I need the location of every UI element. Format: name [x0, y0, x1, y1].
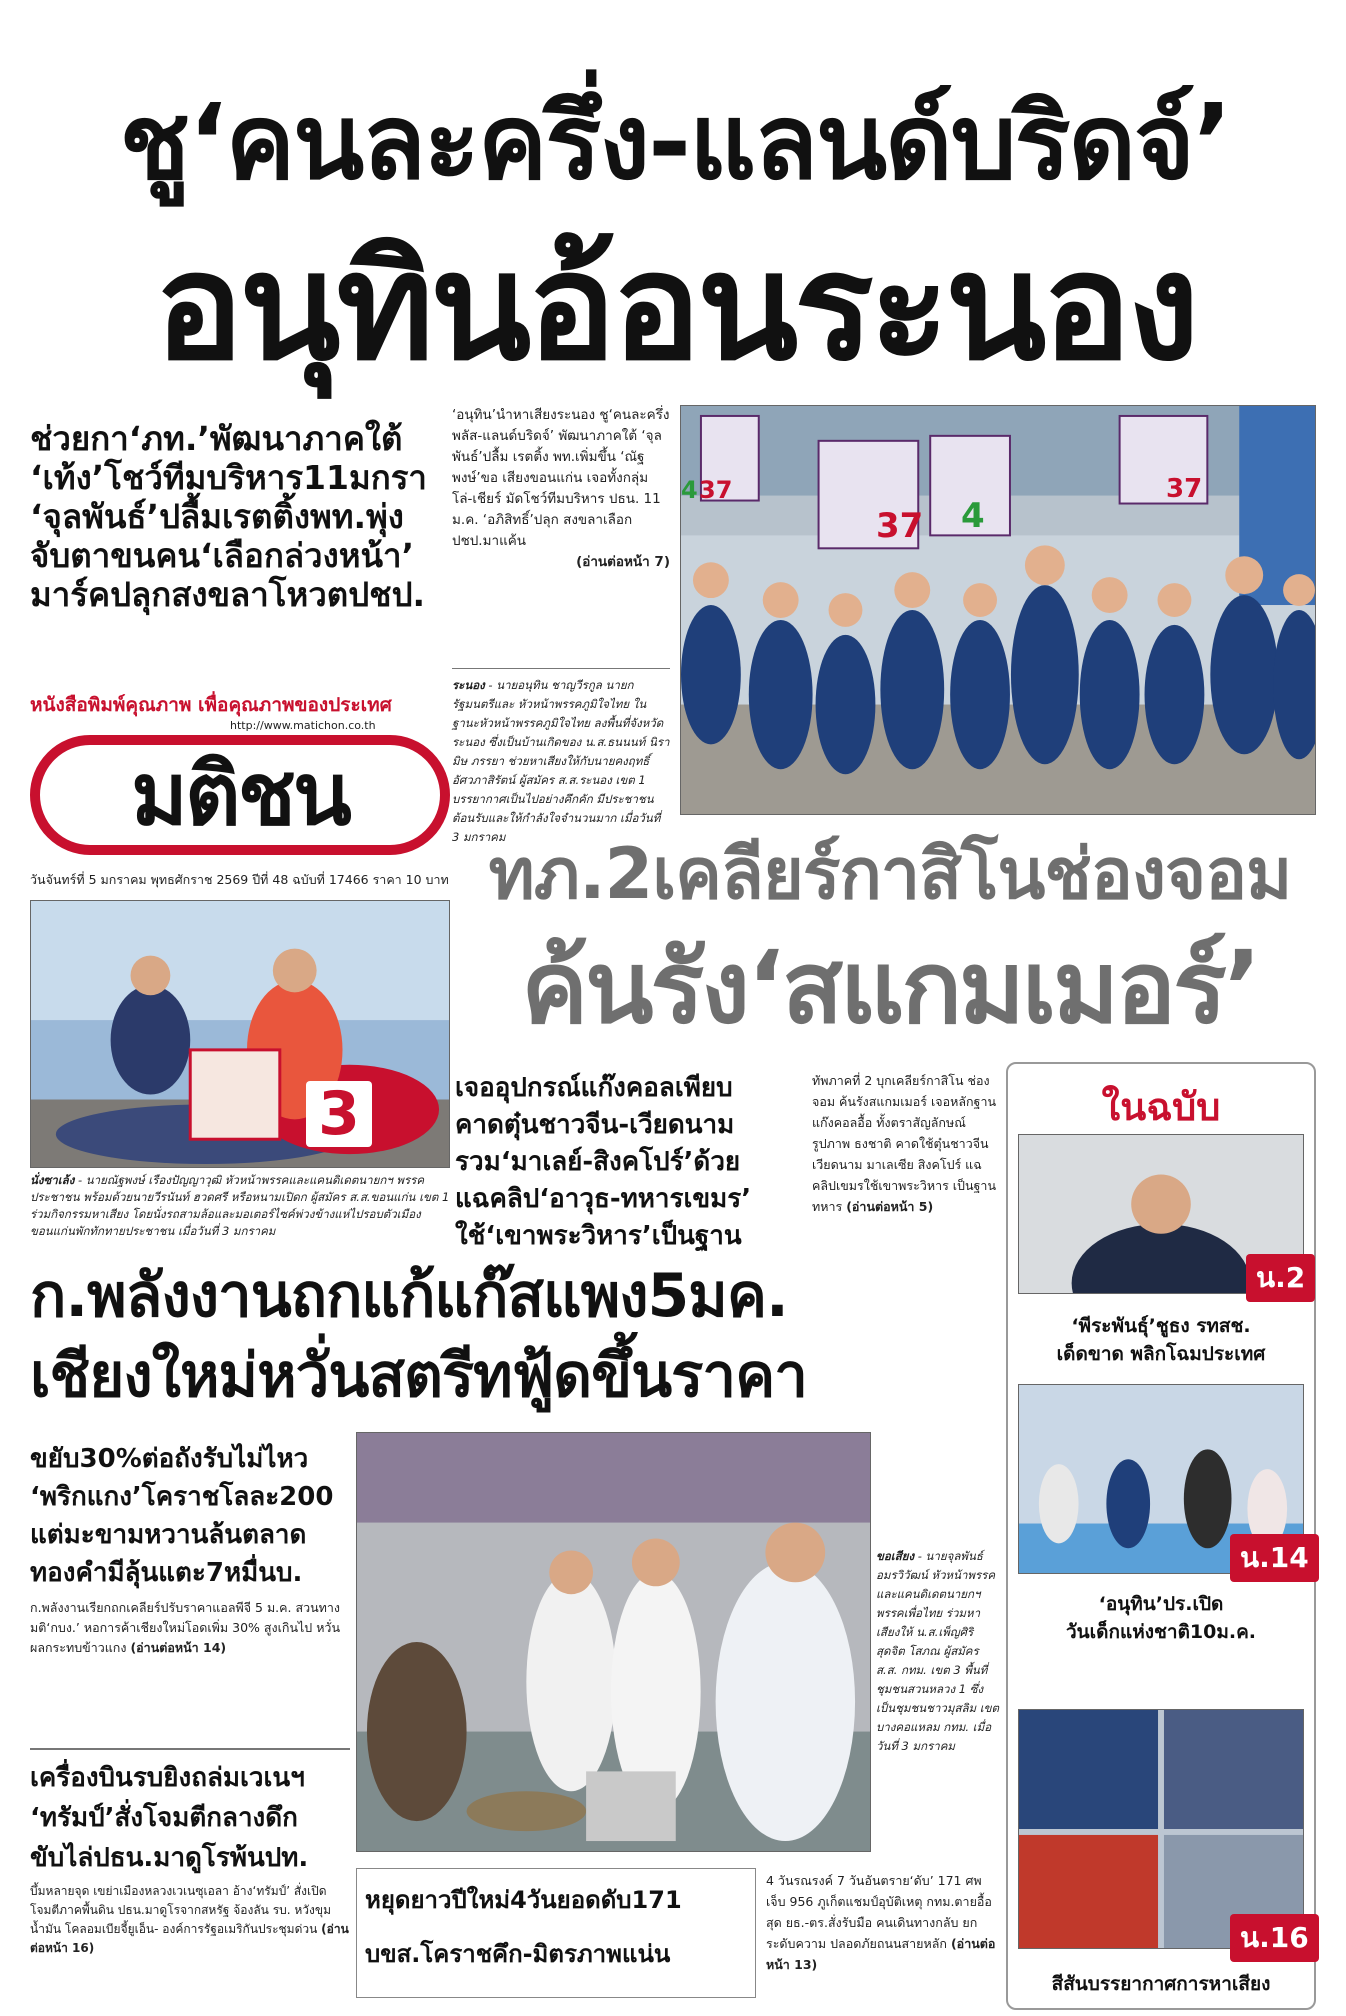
scam-continued: (อ่านต่อหน้า 5) [846, 1199, 934, 1214]
strike-body: บึ้มหลายจุด เขย่าเมืองหลวงเวเนซุเอลา อ้าง‘ทรัมป์’ สั่งเปิดโจมตีภาคพื้นดิน ปธน.มาดูโรจากสหรัฐ จ้องลัน รบ. หวังขุมน้ำมัน โคลอมเบียจี้ยูเอ็น- องค์การรัฐอเมริกันประชุมด่วน [30, 1884, 332, 1936]
inside-caption: สีสันบรรยากาศการหาเสียง [1051, 1973, 1271, 1995]
energy-body: ก.พลังงานเรียกถกเคลียร์ปรับราคาแอลพีจี 5 ม.ค. สวนทางมติ‘กบง.’ หอการค้าเชียงใหม่โอดเพิ่ม 30% สูงเกินไป หวั่นผลกระทบข้าวแกง [30, 1600, 341, 1655]
energy-text [30, 1598, 350, 1658]
scam-body: ทัพภาคที่ 2 บุกเคลียร์กาสิโน ช่องจอม ค้นรังสแกมเมอร์ เจอหลักฐานแก๊งคอลอื้อ ทั้งตราสัญลักษณ์ รูปภาพ ธงชาติ คาดใช้ตุ๋นชาวจีน เวียดนาม มาเลเซีย สิงคโปร์ แฉคลิปเขมรใช้เขาพระวิหาร เป็นฐานทหาร [812, 1073, 997, 1214]
page-badge: น.16 [1230, 1914, 1319, 1962]
divider [30, 1748, 350, 1750]
strike-deck-line: ขับไล่ปธน.มาดูโรพ้นปท. [30, 1843, 309, 1873]
inside-title: ในฉบับ [1101, 1085, 1221, 1129]
energy-deck-line: แต่มะขามหวานล้นตลาด [30, 1520, 307, 1550]
masthead-url: http://www.matichon.co.th [230, 719, 376, 732]
scam-deck-line: คาดตุ๋นชาวจีน-เวียดนาม [455, 1110, 735, 1140]
top-story-body: ‘อนุทิน’นำหาเสียงระนอง ชู‘คนละครึ่งพลัส-แลนด์บริดจ์’ พัฒนาภาคใต้ ‘จุลพันธ์’ปลื้ม เรตติ้ง พท.เพิ่มขึ้น ‘ณัฐพงษ์’ขอ เสียงขอนแก่น เจอทั้งกลุ่ม โล่-เชียร์ มัดโชว์ทีมบริหาร ปธน. 11 ม.ค. ‘อภิสิทธิ์’ปลุก สงขลาเลือก ปชป.มาแค้น [452, 407, 670, 549]
poster-number: 4 [961, 496, 985, 536]
holiday-deck-line: หยุดยาวปีใหม่4วันยอดดับ171 [365, 1886, 682, 1914]
top-photo-caption [452, 676, 670, 847]
holiday-text [766, 1870, 1000, 1975]
strike-deck-line: เครื่องบินรบยิงถล่มเวเนฯ [30, 1763, 305, 1793]
politics-deck-line: ช่วยกา‘ภท.’พัฒนาภาคใต้ [30, 419, 403, 458]
politics-deck-line: จับตาขนคน‘เลือกล่วงหน้า’ [30, 535, 415, 575]
energy-deck-line: ‘พริกแกง’โคราชโลละ200 [30, 1482, 334, 1512]
holiday-body: 4 วันรณรงค์ 7 วันอันตราย‘ดับ’ 171 ศพ เจ็บ 956 ภูเก็ตแชมป์อุบัติเหตุ กทม.ตายอื้อสุด ยธ.-ตร.สั่งรับมือ คนเดินทางกลับ ยกระดับความ ปลอดภัยถนนสายหลัก [766, 1873, 992, 1951]
politics-deck-line: ‘เท้ง’โชว์ทีมบริหาร11มกรา [30, 457, 427, 497]
scam-deck-line: แฉคลิป‘อาวุธ-ทหารเขมร’ [455, 1184, 752, 1214]
caption-place: ขอเสียง [876, 1549, 915, 1563]
caption-text: - นายจุลพันธ์ อมรวิวัฒน์ หัวหน้าพรรคและแคนดิเดตนายกฯ พรรคเพื่อไทย ร่วมหาเสียงให้ น.ส.เพ็ญศิริ สุดจิต โสภณ ผู้สมัคร ส.ส. กทม. เขต 3 พื้นที่ชุมชนสวนหลวง 1 ซึ่งเป็นชุมชนชาวมุสลิม เขตบางคอแหลม กทม. เมื่อวันที่ 3 มกราคม [876, 1549, 1000, 1753]
scam-headline-line-2: ค้นรัง‘สแกมเมอร์’ [521, 929, 1259, 1046]
inside-caption: ‘อนุทิน’ปร.เปิด [1098, 1593, 1224, 1615]
energy-headline-line-1: ก.พลังงานถกแก้แก๊สแพง5มค. [30, 1261, 788, 1331]
street-food-photo [356, 1432, 871, 1852]
strike-continued: (อ่านต่อหน้า 16) [30, 1922, 349, 1955]
street-food-caption [876, 1547, 1000, 1756]
scam-deck-line: รวม‘มาเลย์-สิงคโปร์’ด้วย [455, 1147, 741, 1177]
caption-place: นั่งซาเล้ง [30, 1173, 75, 1187]
caption-place: ระนอง [452, 678, 485, 692]
energy-deck-line: ขยับ30%ต่อถังรับไม่ไหว [30, 1444, 309, 1474]
politics-deck-line: ‘จุลพันธ์’ปลื้มเรตติ้งพท.พุ่ง [30, 496, 404, 536]
holiday-deck-line: บขส.โคราชคึก-มิตรภาพแน่น [365, 1940, 671, 1968]
inside-this-issue-panel [1006, 1062, 1316, 2010]
main-headline-line-2: อนุทินอ้อนระนอง [154, 221, 1196, 393]
campaign-crowd-photo [680, 405, 1316, 815]
inside-caption: วันเด็กแห่งชาติ10ม.ค. [1065, 1621, 1257, 1643]
page-badge: น.14 [1230, 1534, 1319, 1582]
politics-deck [30, 420, 450, 615]
strike-deck-line: ‘ทรัมป์’สั่งโจมตีกลางดึก [30, 1803, 298, 1833]
strike-deck [30, 1758, 350, 1878]
poster-number: 37 [876, 506, 924, 546]
poster-number: 37 [1166, 474, 1203, 504]
scam-deck [455, 1070, 807, 1255]
top-story-continued: (อ่านต่อหน้า 7) [576, 554, 670, 570]
strike-text [30, 1882, 350, 1958]
scam-text [812, 1070, 997, 1217]
scam-deck-line: เจออุปกรณ์แก๊งคอลเพียบ [455, 1073, 733, 1103]
energy-continued: (อ่านต่อหน้า 14) [130, 1640, 227, 1655]
inside-photo-p16[interactable] [1018, 1709, 1304, 1949]
candidate-number: 3 [306, 1081, 372, 1147]
holiday-deck [356, 1868, 756, 1998]
poster-number: 37 [699, 476, 733, 504]
masthead-logo [30, 735, 450, 855]
politics-deck-line: มาร์คปลุกสงขลาโหวตปชป. [30, 574, 426, 614]
masthead-slogan: หนังสือพิมพ์คุณภาพ เพื่อคุณภาพของประเทศ [30, 694, 392, 716]
caption-text: - นายณัฐพงษ์ เรืองปัญญาวุฒิ หัวหน้าพรรคและแคนดิเดตนายกฯ พรรคประชาชน พร้อมด้วยนายวีรนันท์ ฮวดศรี หรือหนามเปิดก ผู้สมัคร ส.ส.ขอนแก่น เขต 1 ร่วมกิจกรรมหาเสียง โดยนั่งรถสามล้อและมอเตอร์ไซค์พ่วงข้างแห่ไปรอบตัวเมืองขอนแก่นพักทักทายประชาชน เมื่อวันที่ 3 มกราคม [30, 1173, 450, 1238]
rider-photo-caption [30, 1172, 450, 1240]
poster-number: 4 [681, 476, 698, 504]
main-headline-line-1: ชู‘คนละครึ่ง-แลนด์บริดจ์’ [119, 81, 1231, 203]
energy-deck-line: ทองคำมีลุ้นแตะ7หมื่นบ. [30, 1558, 303, 1588]
inside-caption: ‘พีระพันธุ์’ชูธง รทสช. [1071, 1315, 1251, 1337]
divider [452, 668, 670, 669]
caption-text: - นายอนุทิน ชาญวีรกูล นายกรัฐมนตรีและ หัวหน้าพรรคภูมิใจไทย ในฐานะหัวหน้าพรรคภูมิใจไทย ลงพื้นที่จังหวัดระนอง ซึ่งเป็นบ้านเกิดของ น.ส.ธนนนท์ นิรามิษ ภรรยา ช่วยหาเสียงให้กับนายคงฤทธิ์ อัศวภาสิรัตน์ ผู้สมัคร ส.ส.ระนอง เขต 1 บรรยากาศเป็นไปอย่างคึกคัก มีประชาชนต้อนรับและให้กำลังใจจำนวนมาก เมื่อวันที่ 3 มกราคม [452, 678, 670, 844]
motorbike-campaign-photo [30, 900, 450, 1168]
page-badge: น.2 [1246, 1254, 1315, 1302]
scam-headline-line-1: ทภ.2เคลียร์กาสิโนช่องจอม [488, 833, 1292, 915]
dateline: วันจันทร์ที่ 5 มกราคม พุทธศักราช 2569 ปีที่ 48 ฉบับที่ 17466 ราคา 10 บาท [30, 872, 449, 887]
scam-deck-line: ใช้‘เขาพระวิหาร’เป็นฐาน [455, 1221, 742, 1251]
top-story-text [452, 405, 670, 573]
masthead-name: มติชน [131, 745, 349, 845]
inside-caption: เด็ดขาด พลิกโฉมประเทศ [1056, 1343, 1266, 1365]
energy-deck [30, 1440, 350, 1592]
holiday-continued: (อ่านต่อหน้า 13) [766, 1936, 996, 1972]
energy-headline-line-2: เชียงใหม่หวั่นสตรีทฟู้ดขึ้นราคา [30, 1341, 807, 1411]
